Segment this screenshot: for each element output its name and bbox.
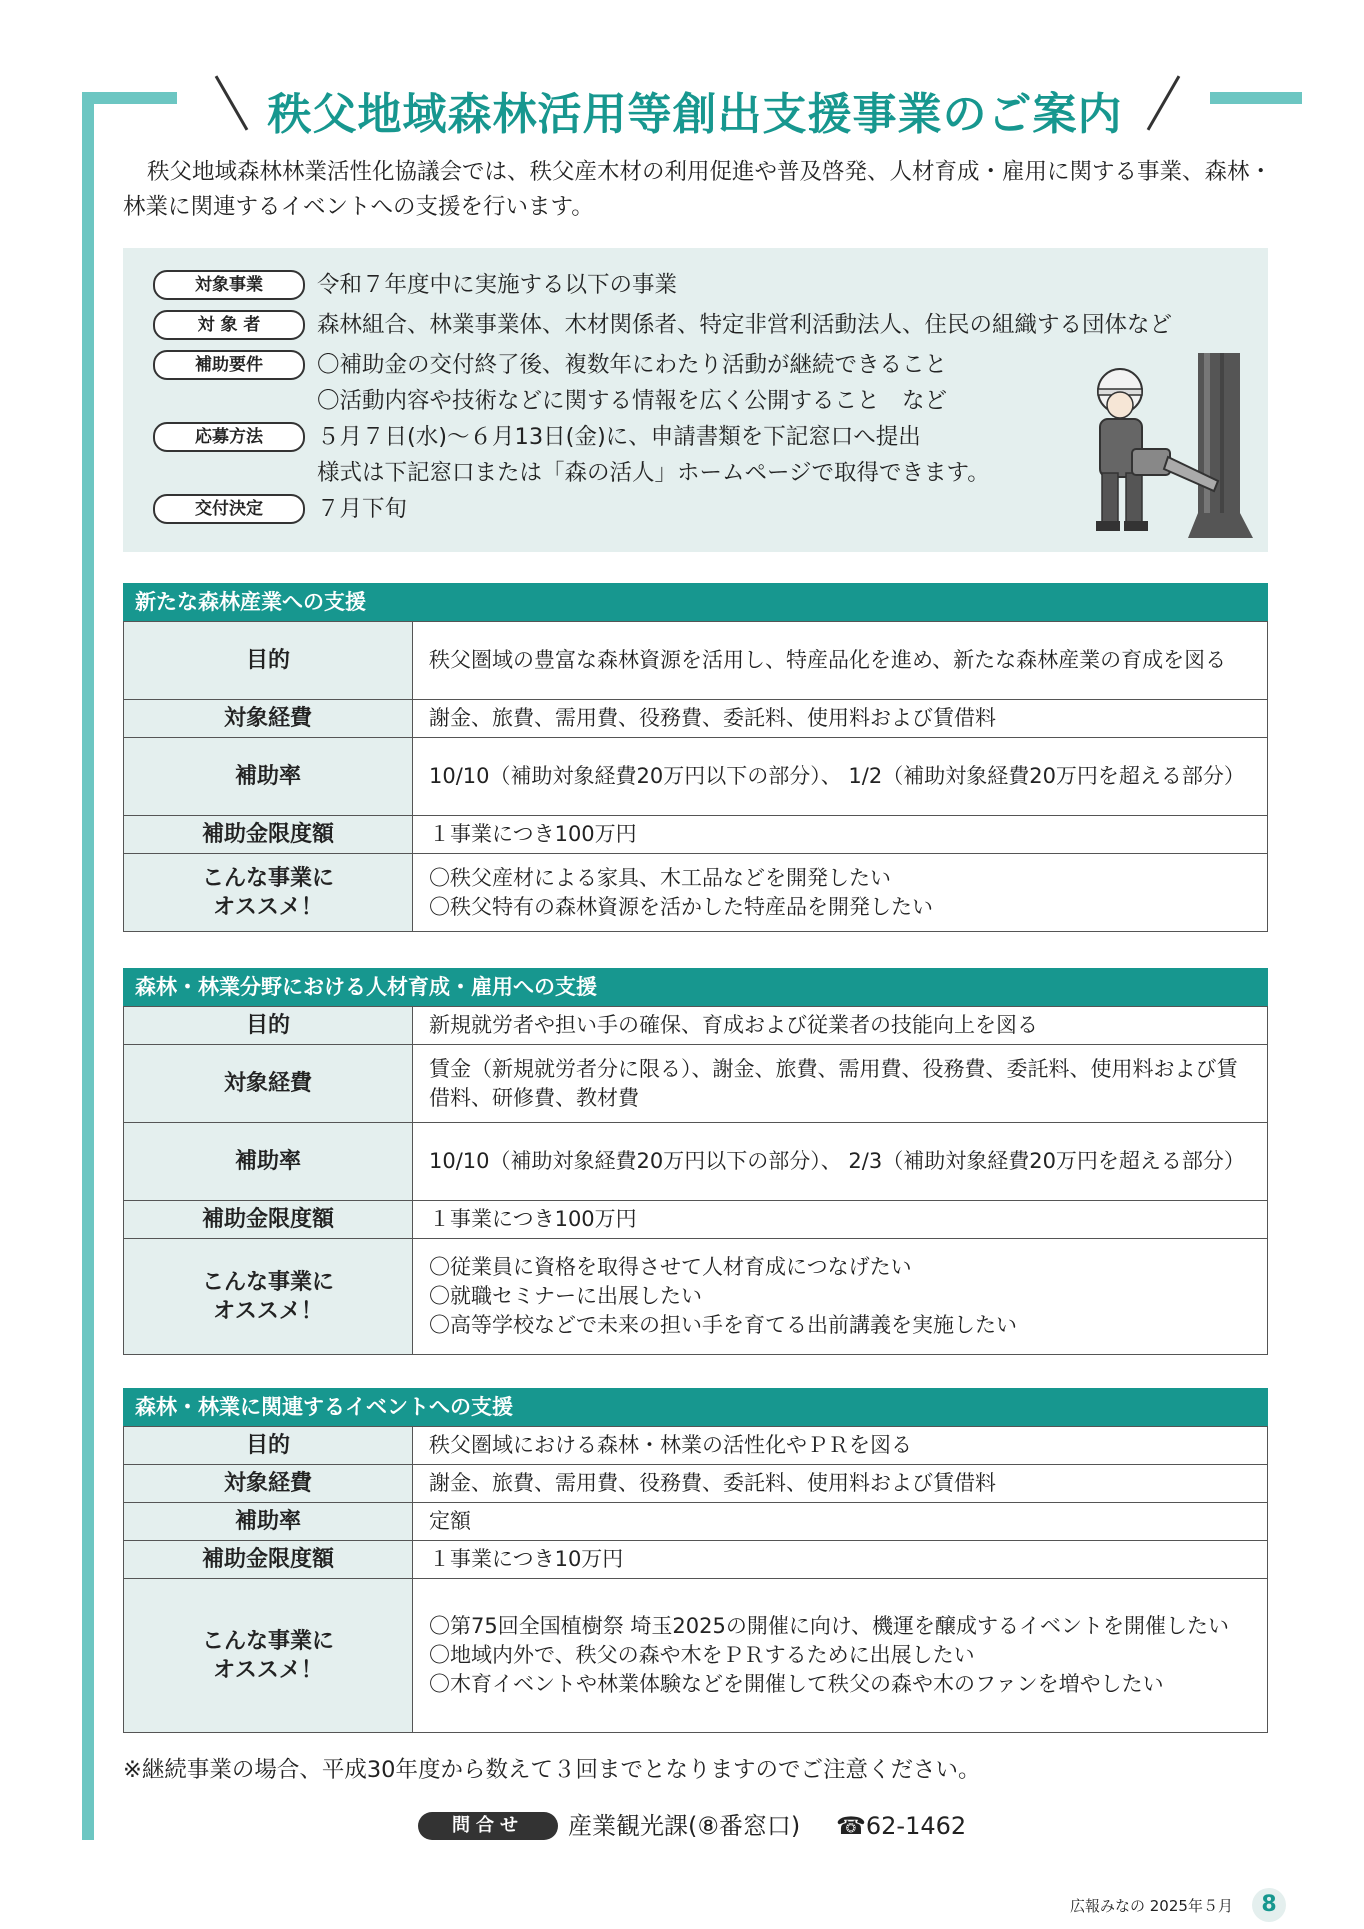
row-label: 補助金限度額	[124, 1541, 413, 1579]
title-rule-left	[82, 92, 177, 104]
table-row	[124, 700, 1268, 738]
info-label: 対象事業	[153, 270, 305, 300]
row-label: 目的	[124, 622, 413, 700]
section-table	[123, 621, 1268, 932]
row-value: １事業につき10万円	[413, 1541, 1268, 1579]
info-text: 令和７年度中に実施する以下の事業	[317, 272, 678, 298]
row-label: 目的	[124, 1427, 413, 1465]
table-row	[124, 1579, 1268, 1733]
table-row	[124, 816, 1268, 854]
row-label: こんな事業に オススメ！	[124, 1579, 413, 1733]
row-value: 10/10（補助対象経費20万円以下の部分）、 1/2（補助対象経費20万円を超える部分）	[413, 738, 1268, 816]
list-item: 〇地域内外で、秩父の森や木をＰＲするために出展したい	[429, 1643, 975, 1667]
info-label: 交付決定	[153, 494, 305, 524]
row-value: １事業につき100万円	[413, 1201, 1268, 1239]
page-title: 秩父地域森林活用等創出支援事業のご案内	[267, 89, 1123, 140]
table-row	[124, 1503, 1268, 1541]
title-rule-right	[1210, 92, 1302, 104]
list-item: 〇秩父特有の森林資源を活かした特産品を開発したい	[429, 894, 933, 919]
row-label: 目的	[124, 1007, 413, 1045]
table-row	[124, 622, 1268, 700]
info-text: 〇活動内容や技術などに関する情報を広く公開すること など	[317, 388, 948, 414]
info-text: 様式は下記窓口または「森の活人」ホームページで取得できます。	[317, 460, 990, 486]
row-value: 謝金、旅費、需用費、役務費、委託料、使用料および賃借料	[413, 700, 1268, 738]
list-item: 〇就職セミナーに出展したい	[429, 1284, 702, 1308]
row-label: 対象経費	[124, 700, 413, 738]
info-text: ５月７日(水)～６月13日(金)に、申請書類を下記窓口へ提出	[317, 424, 921, 450]
info-box	[123, 248, 1268, 552]
section-table	[123, 1426, 1268, 1733]
section-header: 新たな森林産業への支援	[123, 583, 1268, 621]
table-row	[124, 1541, 1268, 1579]
list-item: 〇秩父産材による家具、木工品などを開発したい	[429, 865, 891, 890]
table-row	[124, 1045, 1268, 1123]
row-label: 補助率	[124, 1503, 413, 1541]
row-value: 新規就労者や担い手の確保、育成および従業者の技能向上を図る	[413, 1007, 1268, 1045]
contact-label: 問合せ	[418, 1812, 558, 1840]
section-human-resources	[123, 968, 1268, 1355]
table-row	[124, 1123, 1268, 1201]
info-label: 対 象 者	[153, 310, 305, 340]
row-value	[413, 1239, 1268, 1355]
row-value	[413, 1579, 1268, 1733]
intro-paragraph: 秩父地域森林林業活性化協議会では、秩父産木材の利用促進や普及啓発、人材育成・雇用に関する事業、森林・林業に関連するイベントへの支援を行います。	[123, 159, 1273, 220]
row-value: 賃金（新規就労者分に限る）、謝金、旅費、需用費、役務費、委託料、使用料および賃借料、研修費、教材費	[413, 1045, 1268, 1123]
row-label: こんな事業に オススメ！	[124, 1239, 413, 1355]
row-label: 対象経費	[124, 1045, 413, 1123]
table-row	[124, 1465, 1268, 1503]
table-row	[124, 1007, 1268, 1045]
row-value: １事業につき100万円	[413, 816, 1268, 854]
row-label: 補助率	[124, 1123, 413, 1201]
row-label: 補助金限度額	[124, 1201, 413, 1239]
row-label: 補助金限度額	[124, 816, 413, 854]
forest-worker-illustration	[1068, 353, 1268, 543]
list-item: 〇第75回全国植樹祭 埼玉2025の開催に向け、機運を醸成するイベントを開催したい	[429, 1614, 1229, 1638]
title-slash-left	[215, 75, 249, 130]
info-text: ７月下旬	[317, 496, 408, 522]
list-item: 〇高等学校などで未来の担い手を育てる出前講義を実施したい	[429, 1313, 1017, 1337]
row-value: 10/10（補助対象経費20万円以下の部分）、 2/3（補助対象経費20万円を超える部分）	[413, 1123, 1268, 1201]
section-table	[123, 1006, 1268, 1355]
title-slash-right	[1147, 75, 1181, 130]
table-row	[124, 738, 1268, 816]
row-value: 謝金、旅費、需用費、役務費、委託料、使用料および賃借料	[413, 1465, 1268, 1503]
info-text: 〇補助金の交付終了後、複数年にわたり活動が継続できること	[317, 352, 948, 378]
table-row	[124, 1201, 1268, 1239]
row-value: 秩父圏域の豊富な森林資源を活用し、特産品化を進め、新たな森林産業の育成を図る	[413, 622, 1268, 700]
info-text: 森林組合、林業事業体、木材関係者、特定非営利活動法人、住民の組織する団体など	[317, 312, 1173, 338]
row-value	[413, 854, 1268, 932]
info-label: 補助要件	[153, 350, 305, 380]
info-label: 応募方法	[153, 422, 305, 452]
row-value: 秩父圏域における森林・林業の活性化やＰＲを図る	[413, 1427, 1268, 1465]
section-header: 森林・林業分野における人材育成・雇用への支援	[123, 968, 1268, 1006]
table-row	[124, 1239, 1268, 1355]
table-row	[124, 1427, 1268, 1465]
table-row	[124, 854, 1268, 932]
left-accent-bar	[82, 92, 94, 1840]
contact-department: 産業観光課(⑧番窓口)	[568, 1812, 801, 1840]
row-value: 定額	[413, 1503, 1268, 1541]
row-label: 補助率	[124, 738, 413, 816]
contact-phone: ☎62-1462	[836, 1812, 967, 1840]
list-item: 〇木育イベントや林業体験などを開催して秩父の森や木のファンを増やしたい	[429, 1672, 1164, 1696]
section-header: 森林・林業に関連するイベントへの支援	[123, 1388, 1268, 1426]
section-events	[123, 1388, 1268, 1733]
row-label: 対象経費	[124, 1465, 413, 1503]
footnote: ※継続事業の場合、平成30年度から数えて３回までとなりますのでご注意ください。	[123, 1757, 981, 1783]
list-item: 〇従業員に資格を取得させて人材育成につなげたい	[429, 1255, 912, 1279]
section-new-forest-industry	[123, 583, 1268, 932]
page-number: 8	[1252, 1888, 1286, 1922]
row-label: こんな事業に オススメ！	[124, 854, 413, 932]
publication-footer: 広報みなの 2025年５月	[1070, 1897, 1233, 1915]
